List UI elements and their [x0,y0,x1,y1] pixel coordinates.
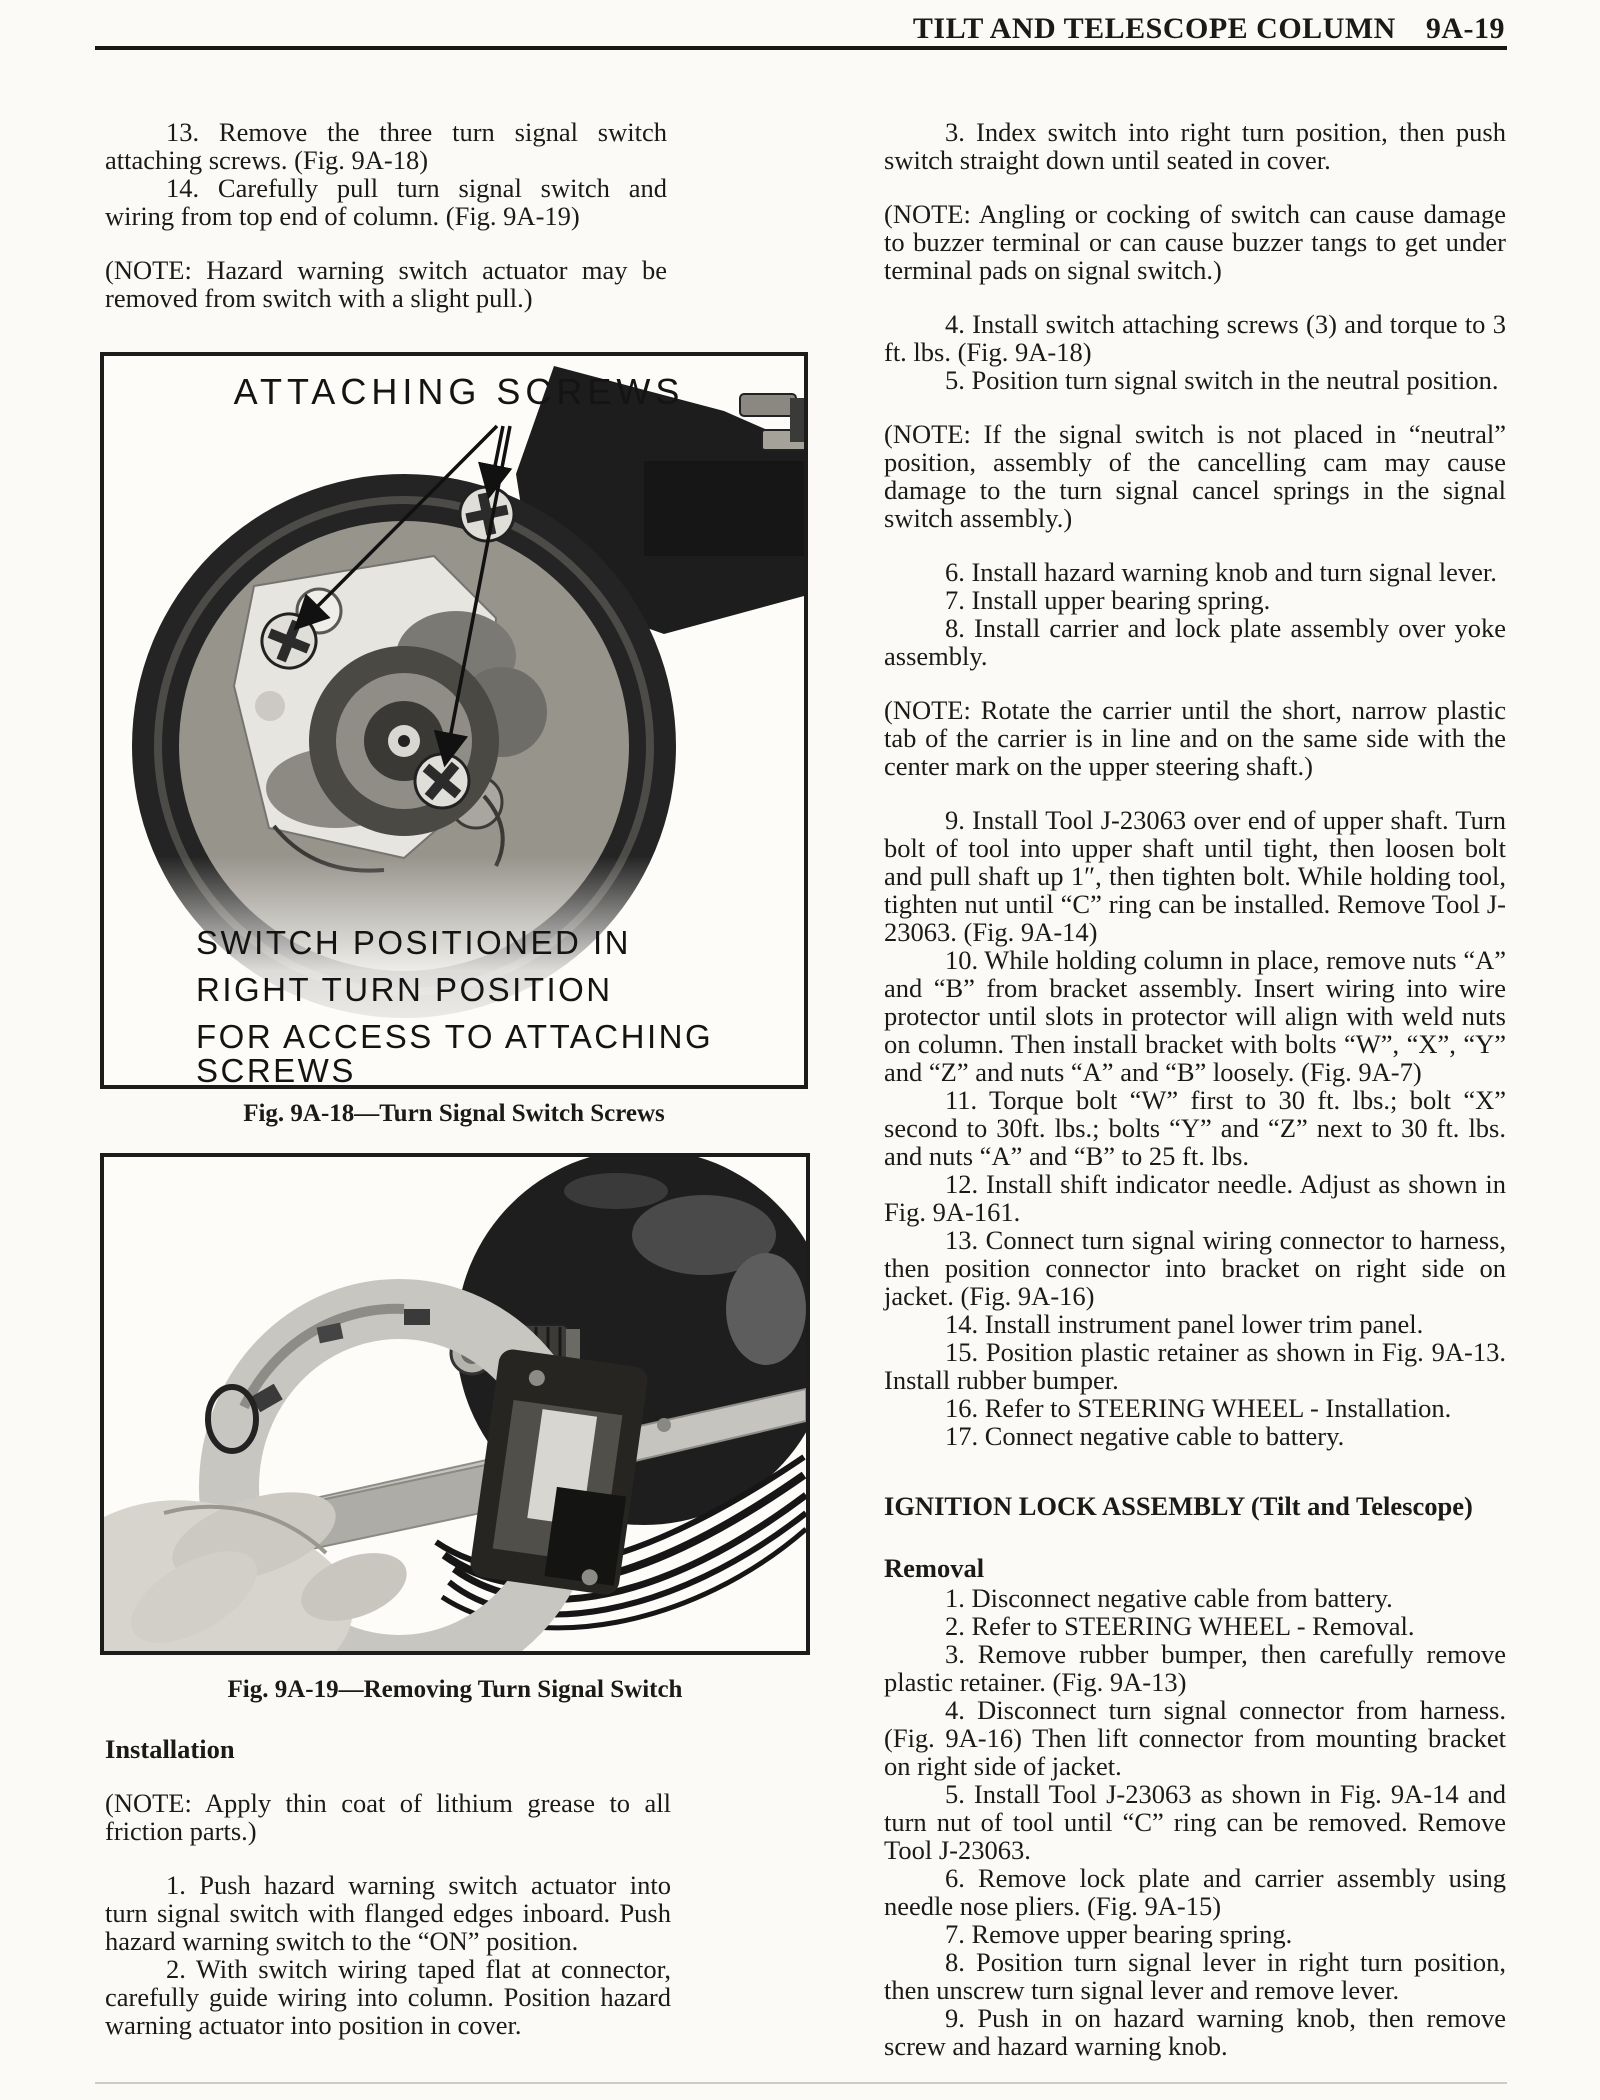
step-11: 11. Torque bolt “W” first to 30 ft. lbs.; bolt “X” second to 30ft. lbs.; bolts “Y” and “Z” next to 30 ft. lbs. and nuts “A” and “B” to 25 ft. lbs. [884,1085,1506,1171]
figure-9a-19-photo [104,1157,806,1651]
step-8: 8. Install carrier and lock plate assembly over yoke assembly. [884,613,1506,671]
figure-9a-18 [100,352,808,1089]
removal-step-6: 6. Remove lock plate and carrier assembly using needle nose pliers. (Fig. 9A-15) [884,1863,1506,1921]
removal-step-3: 3. Remove rubber bumper, then carefully remove plastic retainer. (Fig. 9A-13) [884,1639,1506,1697]
left-column-bottom [105,1735,671,2039]
step-4: 4. Install switch attaching screws (3) and torque to 3 ft. lbs. (Fig. 9A-18) [884,309,1506,367]
step-6: 6. Install hazard warning knob and turn signal lever. [944,557,1497,587]
step-17: 17. Connect negative cable to battery. [944,1421,1345,1451]
step-16: 16. Refer to STEERING WHEEL - Installation. [944,1393,1452,1423]
left-column-top [105,118,667,338]
ignition-lock-heading: IGNITION LOCK ASSEMBLY (Tilt and Telescope) [884,1491,1473,1521]
note-angling: (NOTE: Angling or cocking of switch can cause damage to buzzer terminal or can cause buzzer tangs to get under terminal pads on signal switch.) [884,199,1506,285]
note-carrier: (NOTE: Rotate the carrier until the short, narrow plastic tab of the carrier is in line and on the same side with the center mark on the upper steering shaft.) [884,695,1506,781]
removal-step-1: 1. Disconnect negative cable from battery. [944,1583,1393,1613]
header-rule [95,46,1507,50]
step-5: 5. Position turn signal switch in the neutral position. [944,365,1499,395]
overlay-line-1: SWITCH POSITIONED IN [196,924,632,961]
figure-9a-19-caption: Fig. 9A-19—Removing Turn Signal Switch [227,1676,683,1703]
installation-heading: Installation [105,1734,235,1764]
step-9: 9. Install Tool J-23063 over end of upper shaft. Turn bolt of tool into upper shaft until tight, then loosen bolt and pull shaft up 1″, then tighten bolt. While holding tool, tighten nut until “C” ring can be installed. Remove Tool J-23063. (Fig. 9A-14) [884,805,1506,947]
note-hazard-actuator: (NOTE: Hazard warning switch actuator may be removed from switch with a slight pull.) [105,255,667,313]
step-12: 12. Install shift indicator needle. Adjust as shown in Fig. 9A-161. [884,1169,1506,1227]
page-header [95,12,1505,46]
step-14-right: 14. Install instrument panel lower trim panel. [944,1309,1424,1339]
step-3: 3. Index switch into right turn position, then push switch straight down until seated in cover. [884,117,1506,175]
central-hub [309,646,499,836]
figure-9a-19 [100,1153,810,1655]
page-bottom-rule [95,2082,1507,2084]
note-lithium-grease: (NOTE: Apply thin coat of lithium grease to all friction parts.) [105,1788,671,1846]
removal-step-4: 4. Disconnect turn signal connector from harness. (Fig. 9A-16) Then lift connector from mounting bracket on right side of jacket. [884,1695,1506,1781]
figure-label-attaching-screws: ATTACHING SCREWS [233,371,685,412]
removal-step-7: 7. Remove upper bearing spring. [944,1919,1293,1949]
step-10: 10. While holding column in place, remove nuts “A” and “B” from bracket assembly. Insert wiring into wire protector until slots in protector will align with weld nuts on column. Then install bracket with bolts “W”, “X”, “Y” and “Z” and nuts “A” and “B” loosely. (Fig. 9A-7) [884,945,1506,1087]
removal-step-8: 8. Position turn signal lever in right turn position, then unscrew turn signal lever and remove lever. [884,1947,1506,2005]
step-15: 15. Position plastic retainer as shown in Fig. 9A-13. Install rubber bumper. [884,1337,1506,1395]
removal-step-9: 9. Push in on hazard warning knob, then remove screw and hazard warning knob. [884,2003,1506,2061]
overlay-line-3: FOR ACCESS TO ATTACHING [196,1018,714,1055]
overlay-line-4: SCREWS [196,1052,356,1085]
figure-9a-18-caption: Fig. 9A-18—Turn Signal Switch Screws [243,1100,665,1127]
step-13: 13. Remove the three turn signal switch attaching screws. (Fig. 9A-18) [105,117,667,175]
page-number: 9A-19 [1425,12,1505,45]
install-step-1: 1. Push hazard warning switch actuator into turn signal switch with flanged edges inboard. Push hazard warning switch to the “ON” position. [105,1870,671,1956]
note-neutral: (NOTE: If the signal switch is not placed in “neutral” position, assembly of the cancelling cam may cause damage to the turn signal cancel springs in the signal switch assembly.) [884,419,1506,533]
removal-step-5: 5. Install Tool J-23063 as shown in Fig. 9A-14 and turn nut of tool until “C” ring can be removed. Remove Tool J-23063. [884,1779,1506,1865]
removal-step-2: 2. Refer to STEERING WHEEL - Removal. [944,1611,1415,1641]
running-head-title: TILT AND TELESCOPE COLUMN [912,12,1396,45]
figure-9a-18-photo [104,356,804,1085]
step-14: 14. Carefully pull turn signal switch and wiring from top end of column. (Fig. 9A-19) [105,173,667,231]
right-column [884,118,1506,2060]
install-step-2: 2. With switch wiring taped flat at connector, carefully guide wiring into column. Position hazard warning actuator into position in cover. [105,1954,671,2040]
step-13-right: 13. Connect turn signal wiring connector to harness, then position connector into bracket on right side on jacket. (Fig. 9A-16) [884,1225,1506,1311]
overlay-line-2: RIGHT TURN POSITION [196,971,613,1008]
step-7: 7. Install upper bearing spring. [944,585,1271,615]
removal-heading: Removal [884,1553,985,1583]
